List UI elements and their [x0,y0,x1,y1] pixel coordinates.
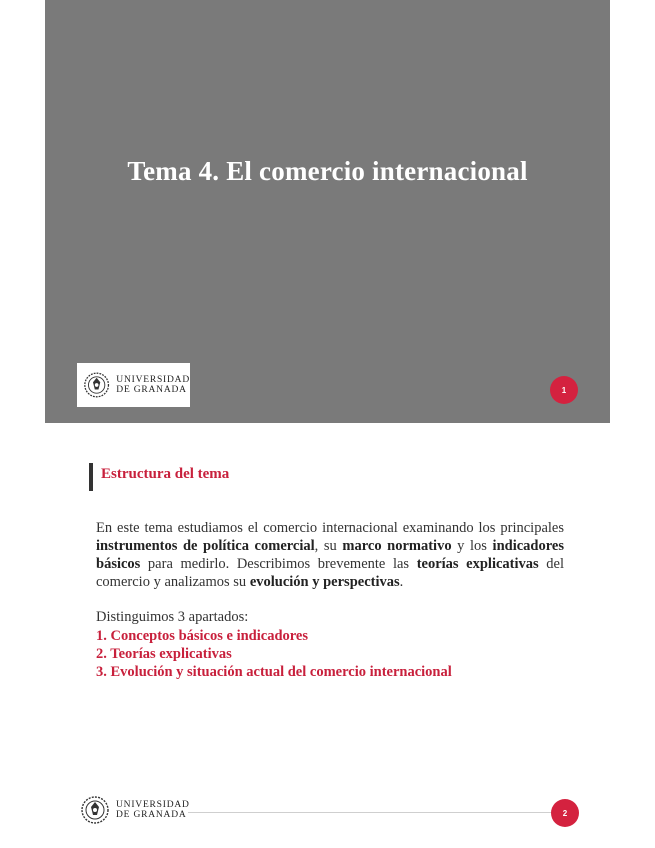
logo-line2: DE GRANADA [116,385,187,395]
slide-title: Tema 4. El comercio internacional [127,156,528,186]
intro-bold: teorías explicativas [416,556,539,572]
section-list [96,627,452,681]
list-item: 2. Teorías explicativas [96,646,232,662]
intro-text: En este tema estudiamos el comercio internacional examinando los principales [96,520,564,536]
intro-text: para medirlo. Describimos brevemente las [140,556,417,572]
list-item: 3. Evolución y situación actual del comercio internacional [96,664,452,680]
title-slide [45,0,610,423]
intro-bold: marco normativo [342,538,452,554]
logo-line1: UNIVERSIDAD [116,375,190,385]
intro-text: . [399,574,404,590]
section-accent-bar [89,463,93,491]
university-logo [77,363,190,407]
section-title: Estructura del tema [101,466,230,482]
intro-bold: evolución y perspectivas [249,574,400,590]
footer-university-logo [80,795,190,825]
list-item: 1. Conceptos básicos e indicadores [96,628,309,644]
page-number-badge: 1 [550,376,578,404]
university-seal-icon [83,370,110,400]
intro-bold: instrumentos de política comercial [96,538,315,554]
intro-text: y los [451,538,493,554]
footer-divider [188,812,554,813]
intro-text: del comercio y analizamos su [96,556,564,590]
page-number-badge: 2 [551,799,579,827]
intro-paragraph [96,519,564,591]
intro-bold: indicadores básicos [96,538,564,572]
logo-line2: DE GRANADA [116,810,187,820]
university-seal-icon [80,795,110,825]
intro-text: , su [314,538,343,554]
logo-line1: UNIVERSIDAD [116,800,190,810]
distinguish-text: Distinguimos 3 apartados: [96,609,249,625]
